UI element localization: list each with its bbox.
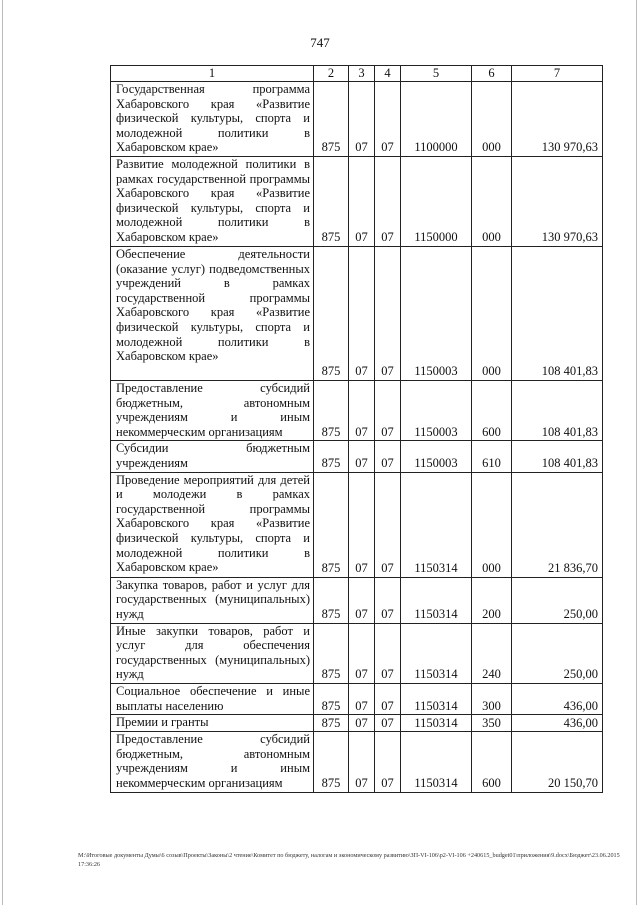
page-number: 747 xyxy=(310,35,330,50)
cell-c7: 108 401,83 xyxy=(512,381,603,441)
cell-c2: 875 xyxy=(314,157,349,247)
cell-c2: 875 xyxy=(314,82,349,157)
cell-c2: 875 xyxy=(314,715,349,732)
cell-c5: 1150314 xyxy=(401,715,472,732)
cell-c2: 875 xyxy=(314,623,349,683)
cell-c5: 1150314 xyxy=(401,732,472,792)
table-row xyxy=(111,441,603,472)
table-row xyxy=(111,157,603,247)
cell-c4: 07 xyxy=(375,441,401,472)
table-row xyxy=(111,381,603,441)
row-name: Предоставление субсидий бюджетным, автономным учреждениям и иным некоммерческим организациям xyxy=(111,381,314,441)
cell-c2: 875 xyxy=(314,247,349,381)
scan-edge-left xyxy=(2,0,3,905)
cell-c5: 1150314 xyxy=(401,472,472,577)
cell-c7: 436,00 xyxy=(512,683,603,714)
cell-c5: 1150314 xyxy=(401,577,472,623)
table-row xyxy=(111,472,603,577)
cell-c2: 875 xyxy=(314,472,349,577)
table-row xyxy=(111,732,603,792)
row-name: Премии и гранты xyxy=(111,715,314,732)
cell-c3: 07 xyxy=(349,623,375,683)
cell-c7: 108 401,83 xyxy=(512,441,603,472)
table-row xyxy=(111,623,603,683)
cell-c3: 07 xyxy=(349,441,375,472)
cell-c3: 07 xyxy=(349,715,375,732)
row-name: Обеспечение деятельности (оказание услуг) подведомственных учреждений в рамках государственной программы Хабаровского края «Развитие физической культуры, спорта и молодежной политики в Хабаровском крае» xyxy=(111,247,314,381)
cell-c3: 07 xyxy=(349,157,375,247)
row-name: Субсидии бюджетным учреждениям xyxy=(111,441,314,472)
cell-c2: 875 xyxy=(314,441,349,472)
cell-c7: 108 401,83 xyxy=(512,247,603,381)
cell-c7: 21 836,70 xyxy=(512,472,603,577)
table-header-row xyxy=(111,66,603,82)
cell-c4: 07 xyxy=(375,623,401,683)
cell-c4: 07 xyxy=(375,157,401,247)
cell-c7: 130 970,63 xyxy=(512,82,603,157)
cell-c2: 875 xyxy=(314,577,349,623)
cell-c3: 07 xyxy=(349,247,375,381)
header-cell: 6 xyxy=(472,66,512,82)
cell-c4: 07 xyxy=(375,381,401,441)
cell-c7: 250,00 xyxy=(512,623,603,683)
table-body xyxy=(111,82,603,793)
cell-c6: 610 xyxy=(472,441,512,472)
cell-c5: 1150003 xyxy=(401,441,472,472)
cell-c3: 07 xyxy=(349,577,375,623)
table-row xyxy=(111,683,603,714)
row-name: Предоставление субсидий бюджетным, автономным учреждениям и иным некоммерческим организациям xyxy=(111,732,314,792)
budget-table xyxy=(110,65,603,793)
cell-c7: 250,00 xyxy=(512,577,603,623)
cell-c6: 000 xyxy=(472,157,512,247)
cell-c7: 20 150,70 xyxy=(512,732,603,792)
document-path-footer: М:\Итоговые документы Думы\6 созыв\Проекты\Законы\2 чтение\Комитет по бюджету, налогам и экономическому развитию\ЗП-VI-106\р2-VI-106 +240615_budget01\приложения\9.docx\Бюджет\23.06.2015 17:36:26 xyxy=(78,852,620,868)
cell-c6: 000 xyxy=(472,82,512,157)
header-cell: 4 xyxy=(375,66,401,82)
cell-c5: 1100000 xyxy=(401,82,472,157)
cell-c6: 600 xyxy=(472,732,512,792)
cell-c3: 07 xyxy=(349,381,375,441)
row-name: Иные закупки товаров, работ и услуг для обеспечения государственных (муниципальных) нужд xyxy=(111,623,314,683)
cell-c6: 350 xyxy=(472,715,512,732)
cell-c5: 1150314 xyxy=(401,623,472,683)
cell-c3: 07 xyxy=(349,732,375,792)
cell-c7: 130 970,63 xyxy=(512,157,603,247)
cell-c6: 600 xyxy=(472,381,512,441)
cell-c3: 07 xyxy=(349,683,375,714)
header-cell: 2 xyxy=(314,66,349,82)
cell-c2: 875 xyxy=(314,732,349,792)
cell-c4: 07 xyxy=(375,683,401,714)
cell-c5: 1150003 xyxy=(401,381,472,441)
table-row xyxy=(111,247,603,381)
cell-c6: 200 xyxy=(472,577,512,623)
cell-c6: 240 xyxy=(472,623,512,683)
cell-c7: 436,00 xyxy=(512,715,603,732)
header-cell: 1 xyxy=(111,66,314,82)
cell-c2: 875 xyxy=(314,683,349,714)
header-cell: 7 xyxy=(512,66,603,82)
row-name: Социальное обеспечение и иные выплаты населению xyxy=(111,683,314,714)
cell-c4: 07 xyxy=(375,715,401,732)
cell-c3: 07 xyxy=(349,472,375,577)
cell-c6: 000 xyxy=(472,472,512,577)
row-name: Государственная программа Хабаровского края «Развитие физической культуры, спорта и молодежной политики в Хабаровском крае» xyxy=(111,82,314,157)
cell-c4: 07 xyxy=(375,732,401,792)
header-cell: 5 xyxy=(401,66,472,82)
cell-c6: 000 xyxy=(472,247,512,381)
row-name: Закупка товаров, работ и услуг для государственных (муниципальных) нужд xyxy=(111,577,314,623)
table-row xyxy=(111,715,603,732)
cell-c5: 1150314 xyxy=(401,683,472,714)
table-row xyxy=(111,82,603,157)
cell-c4: 07 xyxy=(375,472,401,577)
cell-c4: 07 xyxy=(375,577,401,623)
row-name: Развитие молодежной политики в рамках государственной программы Хабаровского края «Развитие физической культуры, спорта и молодежной политики в Хабаровском крае» xyxy=(111,157,314,247)
cell-c4: 07 xyxy=(375,82,401,157)
table-row xyxy=(111,577,603,623)
row-name: Проведение мероприятий для детей и молодежи в рамках государственной программы Хабаровского края «Развитие физической культуры, спорта и молодежной политики в Хабаровском крае» xyxy=(111,472,314,577)
scan-edge-right xyxy=(636,0,637,905)
cell-c6: 300 xyxy=(472,683,512,714)
cell-c3: 07 xyxy=(349,82,375,157)
cell-c2: 875 xyxy=(314,381,349,441)
header-cell: 3 xyxy=(349,66,375,82)
cell-c4: 07 xyxy=(375,247,401,381)
cell-c5: 1150000 xyxy=(401,157,472,247)
cell-c5: 1150003 xyxy=(401,247,472,381)
